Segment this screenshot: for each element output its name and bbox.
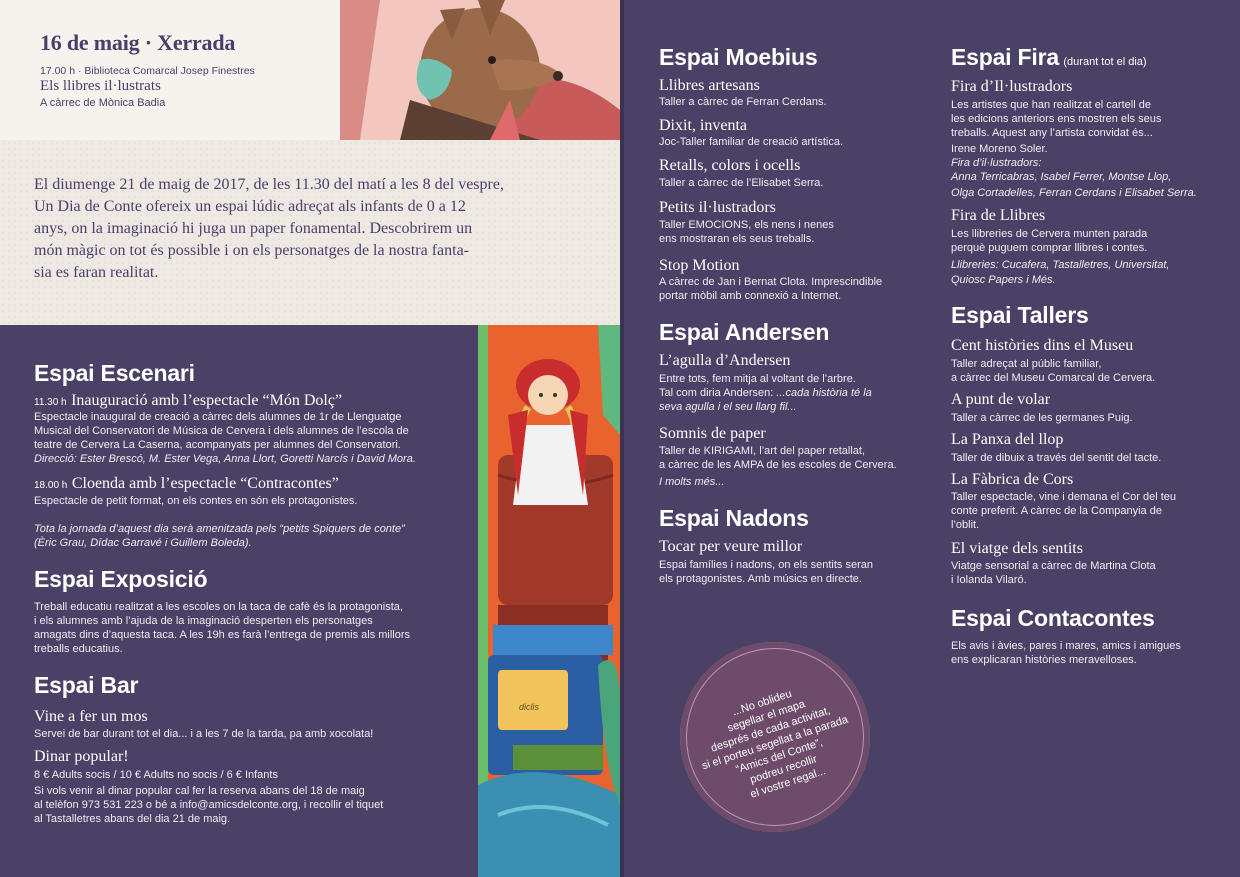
- bar-item-2-desc: 8 € Adults socis / 10 € Adults no socis / 6 € Infants: [34, 769, 278, 781]
- intro-line: El diumenge 21 de maig de 2017, de les 11.30 del matí a les 8 del vespre,: [34, 176, 504, 193]
- intro-line: sia es faran realitat.: [34, 264, 159, 281]
- moebius-item-title: Petits il·lustradors: [659, 199, 776, 216]
- fira-item-2-desc: Les llibreries de Cervera munten parada: [951, 228, 1148, 240]
- nadons-item-desc: Espai famílies i nadons, on els sentits seran: [659, 559, 874, 571]
- fira-item-2-list: Quiosc Papers i Més.: [951, 274, 1056, 286]
- tallers-item-title: La Fàbrica de Cors: [951, 471, 1074, 488]
- page-fold: [620, 0, 624, 877]
- andersen-more: I molts més...: [659, 476, 725, 488]
- fira-item-2-title: Fira de Llibres: [951, 207, 1046, 224]
- moebius-item-title: Retalls, colors i ocells: [659, 157, 801, 174]
- andersen-item-1-desc: Entre tots, fem mitja al voltant de l’arbre.: [659, 373, 856, 385]
- exposicio-desc: treballs educatius.: [34, 643, 123, 655]
- fira-heading: [951, 44, 1147, 71]
- moebius-item-desc: Taller a càrrec de l’Elisabet Serra.: [659, 177, 824, 189]
- intro-line: anys, on la imaginació hi juga un paper fonamental. Descobrirem un: [34, 220, 473, 237]
- fira-item-1-desc: Les artistes que han realitzat el cartell de: [951, 99, 1151, 111]
- fira-item-1-desc: les edicions anteriors ens mostren els seus: [951, 113, 1162, 125]
- quote-text: ...cada història té la: [776, 387, 872, 399]
- fira-item-1-desc: treballs. Aquest any l’artista convidat és...: [951, 127, 1153, 139]
- moebius-title: Espai Moebius: [659, 44, 818, 70]
- item-title: Cloenda amb l’espectacle “Contracontes”: [71, 475, 339, 492]
- event-title: 16 de maig · Xerrada: [40, 30, 236, 55]
- stamp-reminder-badge: [680, 642, 870, 832]
- fira-item-1-title: Fira d’Il·lustradors: [951, 78, 1073, 95]
- escenari-title: Espai Escenari: [34, 360, 195, 386]
- nadons-title: Espai Nadons: [659, 505, 809, 531]
- fira-list-label: Fira d’il·lustradors:: [951, 157, 1042, 169]
- tallers-item-desc: l’oblit.: [951, 519, 980, 531]
- escenari-item-1: [34, 392, 342, 410]
- wolf-illustration: [340, 0, 620, 140]
- tallers-item-desc: Taller a càrrec de les germanes Puig.: [951, 412, 1133, 424]
- event-talk: Els llibres il·lustrats: [40, 78, 161, 94]
- tallers-item-desc: i Iolanda Vilaró.: [951, 574, 1027, 586]
- bar-item-2-desc: Si vols venir al dinar popular cal fer la reserva abans del 18 de maig: [34, 785, 365, 797]
- tallers-item-desc: a càrrec del Museu Comarcal de Cervera.: [951, 372, 1156, 384]
- tallers-item-title: Cent històries dins el Museu: [951, 337, 1134, 354]
- tallers-item-desc: conte preferit. A càrrec de la Companyia de: [951, 505, 1162, 517]
- nadons-item-title: Tocar per veure millor: [659, 538, 803, 555]
- fira-item-2-list: Llibreries: Cucafera, Tastalletres, Universitat,: [951, 259, 1170, 271]
- moebius-item-title: Stop Motion: [659, 257, 740, 274]
- bar-title: Espai Bar: [34, 672, 139, 698]
- andersen-item-1-quote-line: [659, 386, 872, 400]
- moebius-item-desc: Taller EMOCIONS, els nens i nenes: [659, 219, 834, 231]
- bar-item-1-title: Vine a fer un mos: [34, 708, 148, 725]
- escenari-item-2-desc: Espectacle de petit format, on els contes en són els protagonistes.: [34, 495, 358, 507]
- tallers-item-title: A punt de volar: [951, 391, 1051, 408]
- event-speaker: A càrrec de Mònica Badia: [40, 97, 166, 109]
- bar-item-2-desc: al telèfon 973 531 223 o bé a info@amicsdelconte.org, i recollir el tiquet: [34, 799, 384, 811]
- andersen-item-2-desc: Taller de KIRIGAMI, l’art del paper retallat,: [659, 445, 866, 457]
- moebius-item-desc: ens mostraran els seus treballs.: [659, 233, 815, 245]
- moebius-item-title: Dixit, inventa: [659, 117, 747, 134]
- fira-list: Olga Cortadelles, Ferran Cerdans i Elisabet Serra.: [951, 187, 1197, 199]
- moebius-item-desc: Taller a càrrec de Ferran Cerdans.: [659, 96, 827, 108]
- intro-line: món màgic on tot és possible i on els personatges de la nostra fanta-: [34, 242, 470, 259]
- escenari-item-1-desc: Espectacle inaugural de creació a càrrec dels alumnes de 1r de Llenguatge: [34, 411, 402, 423]
- exposicio-desc: i els alumnes amb l’ajuda de la imaginació desperten els personatges: [34, 615, 373, 627]
- nadons-item-desc: els protagonistes. Amb músics en directe.: [659, 573, 862, 585]
- andersen-item-1-title: L’agulla d’Andersen: [659, 352, 791, 369]
- escenari-item-1-desc: Musical del Conservatori de Música de Cervera i dels alumnes de l’escola de: [34, 425, 409, 437]
- fira-title: Espai Fira: [951, 44, 1059, 70]
- fira-item-2-desc: perquè puguem comprar llibres i contes.: [951, 242, 1148, 254]
- tallers-item-desc: Taller adreçat al públic familiar,: [951, 358, 1102, 370]
- item-time: 18.00 h: [34, 480, 68, 491]
- andersen-title: Espai Andersen: [659, 319, 830, 345]
- bar-item-1-desc: Servei de bar durant tot el dia... i a les 7 de la tarda, pa amb xocolata!: [34, 728, 374, 740]
- contacontes-title: Espai Contacontes: [951, 605, 1155, 631]
- escenari-direction: Direcció: Ester Brescó, M. Ester Vega, Anna Llort, Goretti Narcís i David Mora.: [34, 453, 416, 465]
- fira-subtitle: (durant tot el dia): [1063, 56, 1147, 68]
- moebius-item-desc: Joc-Taller familiar de creació artística.: [659, 136, 844, 148]
- tallers-item-title: El viatge dels sentits: [951, 540, 1083, 557]
- contacontes-desc: ens explicaran històries meravelloses.: [951, 654, 1137, 666]
- escenari-item-2: [34, 475, 339, 493]
- moebius-item-title: Llibres artesans: [659, 77, 760, 94]
- bar-item-2-title: Dinar popular!: [34, 748, 129, 765]
- escenari-note: Tota la jornada d’aquest dia serà amenitzada pels “petits Spiquers de conte”: [34, 523, 405, 535]
- red-riding-hood-illustration: [478, 325, 620, 877]
- fira-item-1-desc: Irene Moreno Soler.: [951, 143, 1048, 155]
- andersen-item-2-title: Somnis de paper: [659, 425, 766, 442]
- andersen-item-1-quote: seva agulla i el seu llarg fil...: [659, 401, 797, 413]
- tallers-title: Espai Tallers: [951, 302, 1089, 328]
- moebius-item-desc: A càrrec de Jan i Bernat Clota. Imprescindible: [659, 276, 883, 288]
- tallers-item-title: La Panxa del llop: [951, 431, 1064, 448]
- exposicio-desc: amagats dins d’aquesta taca. A les 19h es farà l’entrega de premis als millors: [34, 629, 411, 641]
- tallers-item-desc: Viatge sensorial a càrrec de Martina Clota: [951, 560, 1156, 572]
- fira-list: Anna Terricabras, Isabel Ferrer, Montse Llop,: [951, 171, 1172, 183]
- tallers-item-desc: Taller de dibuix a través del sentit del tacte.: [951, 452, 1162, 464]
- stamp-text: ...No oblideu segellar el mapa després de cada activitat, si el porteu segellat a la parada “Amics del Conte”, podreu recollir el vostre regal...: [700, 687, 850, 801]
- item-title: Inauguració amb l’espectacle “Món Dolç”: [71, 392, 343, 409]
- andersen-item-2-desc: a càrrec de les AMPA de les escoles de Cervera.: [659, 459, 897, 471]
- book-label: diclis: [519, 702, 540, 712]
- bar-item-2-desc: al Tastalletres abans del dia 21 de maig.: [34, 813, 231, 825]
- event-meta: [40, 65, 255, 77]
- intro-line: Un Dia de Conte ofereix un espai lúdic adreçat als infants de 0 a 12: [34, 198, 466, 215]
- exposicio-title: Espai Exposició: [34, 566, 208, 592]
- quote-intro: Tal com diria Andersen:: [659, 387, 777, 399]
- escenari-item-1-desc: teatre de Cervera La Caserna, acompanyats per alumnes del Conservatori.: [34, 439, 401, 451]
- item-time: 11.30 h: [34, 397, 67, 408]
- moebius-item-desc: portar mòbil amb connexió a Internet.: [659, 290, 842, 302]
- event-place: · Biblioteca Comarcal Josep Finestres: [75, 65, 255, 77]
- contacontes-desc: Els avis i àvies, pares i mares, amics i amigues: [951, 640, 1181, 652]
- exposicio-desc: Treball educatiu realitzat a les escoles on la taca de cafè és la protagonista,: [34, 601, 403, 613]
- escenari-note: (Èric Grau, Dídac Garravé i Guillem Boleda).: [34, 537, 252, 549]
- event-time: 17.00 h: [40, 65, 76, 77]
- tallers-item-desc: Taller espectacle, vine i demana el Cor del teu: [951, 491, 1177, 503]
